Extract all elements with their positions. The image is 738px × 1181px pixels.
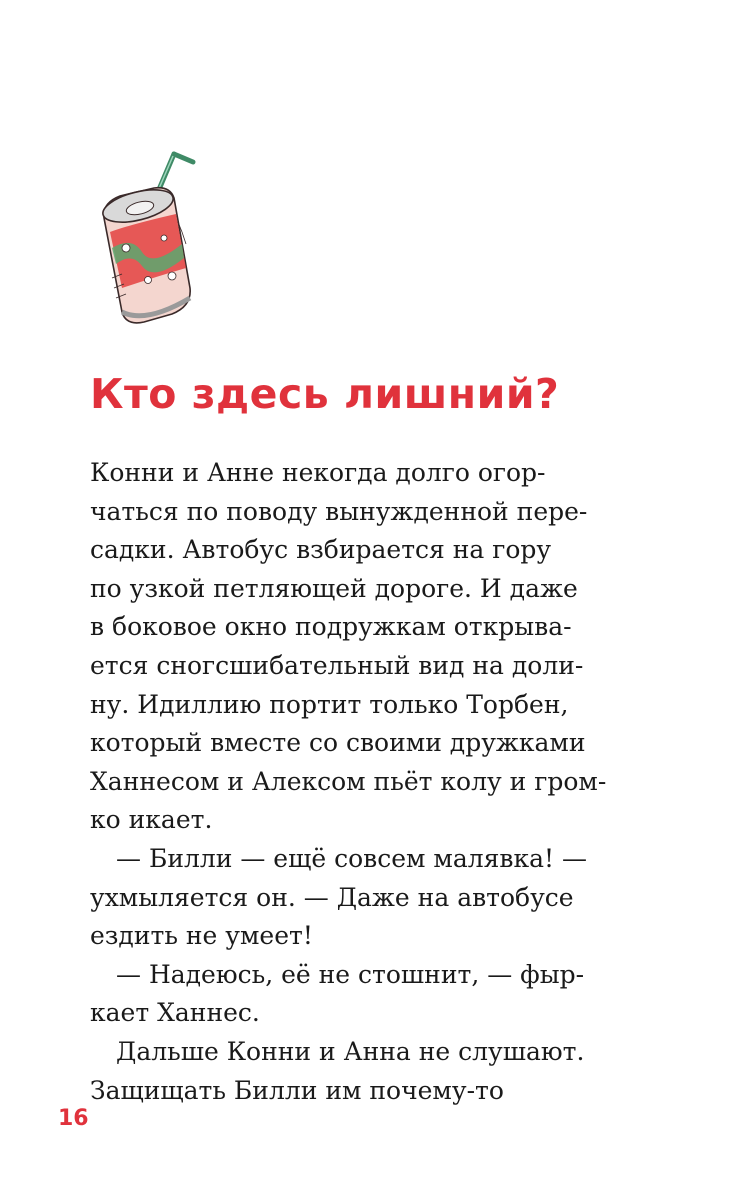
chapter-title: Кто здесь лишний? xyxy=(90,370,560,418)
text-line: садки. Автобус взбирается на гору xyxy=(90,535,552,565)
text-line: ется сногсшибательный вид на доли- xyxy=(90,650,584,680)
text-line: Дальше Конни и Анна не слушают. xyxy=(116,1036,585,1066)
body-text xyxy=(90,454,650,1110)
text-line: — Надеюсь, её не стошнит, — фыр- xyxy=(116,959,585,989)
text-line: Ханнесом и Алексом пьёт колу и гром- xyxy=(90,766,607,796)
page-number: 16 xyxy=(58,1106,89,1131)
text-line: ну. Идиллию портит только Торбен, xyxy=(90,689,569,719)
text-line: ко икает. xyxy=(90,805,213,835)
text-line: Защищать Билли им почему-то xyxy=(90,1075,504,1105)
can xyxy=(100,184,190,323)
text-line: по узкой петляющей дороге. И даже xyxy=(90,573,578,603)
text-line: — Билли — ещё совсем малявка! — xyxy=(116,843,587,873)
text-line: ухмыляется он. — Даже на автобусе xyxy=(90,882,574,912)
text-line: в боковое окно подружкам открыва- xyxy=(90,612,572,642)
text-line: ездить не умеет! xyxy=(90,921,313,951)
text-line: чаться по поводу вынужденной пере- xyxy=(90,496,588,526)
text-line: который вместе со своими дружками xyxy=(90,728,586,758)
text-line: кает Ханнес. xyxy=(90,998,260,1028)
soda-can-illustration xyxy=(92,128,222,338)
text-line: Конни и Анне некогда долго огор- xyxy=(90,458,546,487)
